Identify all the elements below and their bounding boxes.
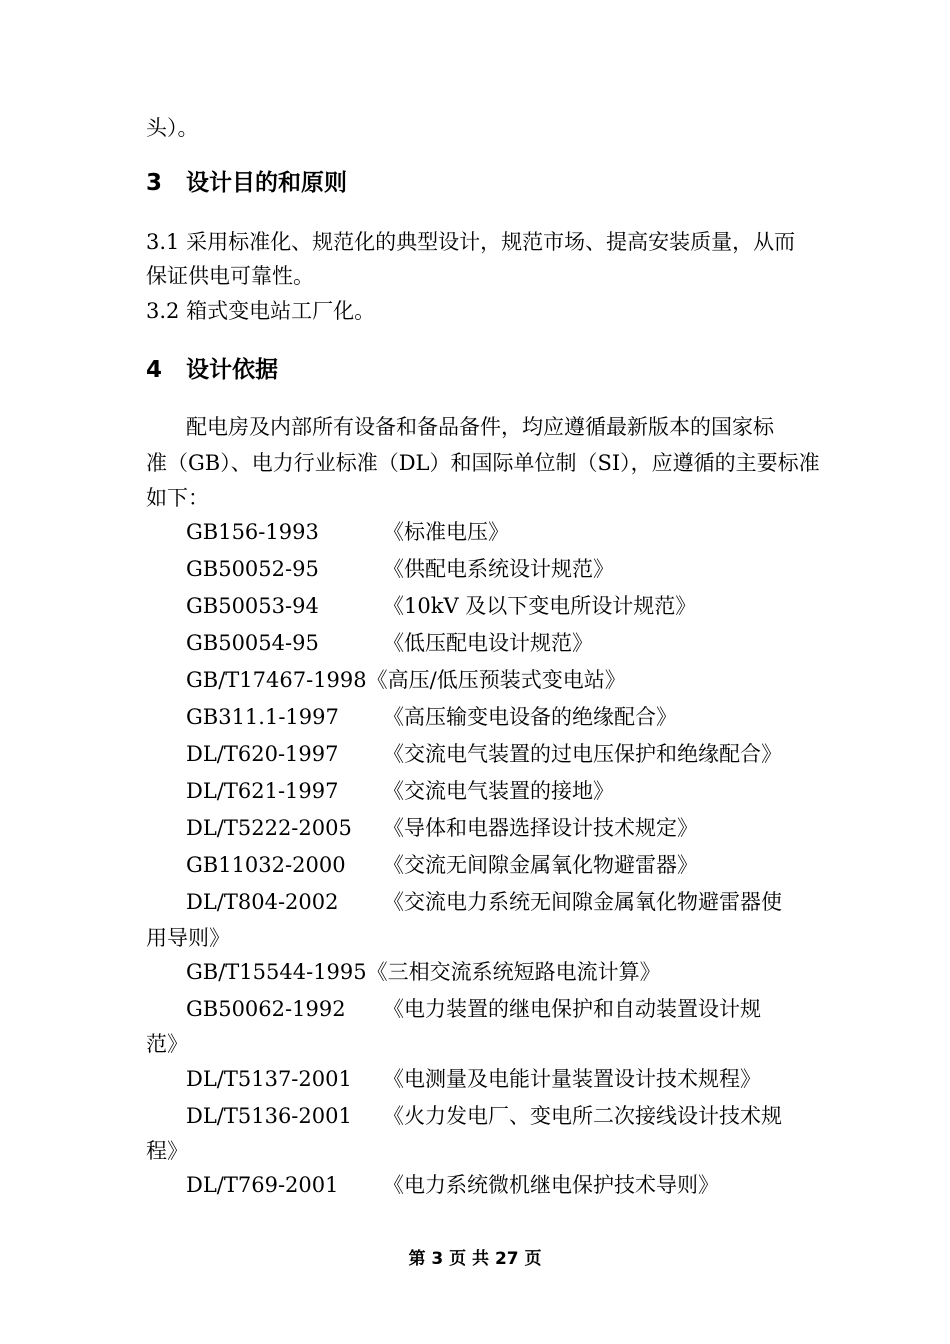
standard-code: GB/T15544-1995 xyxy=(186,960,367,984)
standard-row xyxy=(186,958,661,986)
standard-code: GB50054-95 xyxy=(186,631,319,655)
standard-title-continuation: 程》 xyxy=(146,1139,188,1163)
standard-code: GB/T17467-1998 xyxy=(186,668,367,692)
standard-title: 《导体和电器选择设计技术规定》 xyxy=(383,816,698,840)
section-4-number: 4 xyxy=(146,357,163,383)
section-3-number: 3 xyxy=(146,170,163,196)
section-4-heading xyxy=(146,355,278,385)
standard-title: 《低压配电设计规范》 xyxy=(383,631,593,655)
standard-row xyxy=(186,555,614,583)
standard-title: 《标准电压》 xyxy=(383,520,509,544)
standard-code: GB50052-95 xyxy=(186,557,319,581)
standard-row xyxy=(186,777,614,805)
standard-title: 《电测量及电能计量装置设计技术规程》 xyxy=(383,1067,761,1091)
standard-title: 《高压/低压预装式变电站》 xyxy=(366,668,626,692)
item-3-1-line-1: 3.1 采用标准化、规范化的典型设计，规范市场、提高安装质量，从而 xyxy=(146,230,796,254)
standard-row xyxy=(186,703,677,731)
standard-row xyxy=(186,518,509,546)
standard-row xyxy=(186,592,697,620)
top-continuation-text: 头）。 xyxy=(146,116,199,140)
standard-code: GB50053-94 xyxy=(186,594,319,618)
standard-title: 《电力系统微机继电保护技术导则》 xyxy=(383,1173,719,1197)
standard-code: DL/T769-2001 xyxy=(186,1173,339,1197)
item-3-2: 3.2 箱式变电站工厂化。 xyxy=(146,299,376,323)
standard-code: GB311.1-1997 xyxy=(186,705,339,729)
standard-code: DL/T5136-2001 xyxy=(186,1104,352,1128)
standard-title: 《交流无间隙金属氧化物避雷器》 xyxy=(383,853,698,877)
standard-code: GB50062-1992 xyxy=(186,997,346,1021)
standard-row xyxy=(186,1102,782,1130)
section-3-heading xyxy=(146,168,347,198)
standard-code: GB11032-2000 xyxy=(186,853,346,877)
item-3-1-line-2: 保证供电可靠性。 xyxy=(146,264,314,288)
section-4-intro-line-3: 如下： xyxy=(146,486,209,510)
standard-code: DL/T620-1997 xyxy=(186,742,339,766)
standard-row xyxy=(186,666,626,694)
section-3-title: 设计目的和原则 xyxy=(186,170,347,196)
standard-title-continuation: 范》 xyxy=(146,1032,188,1056)
standard-row xyxy=(186,888,782,916)
section-4-title: 设计依据 xyxy=(186,357,278,383)
standard-row xyxy=(186,1065,761,1093)
standard-code: DL/T5137-2001 xyxy=(186,1067,352,1091)
section-4-intro-line-1: 配电房及内部所有设备和备品备件，均应遵循最新版本的国家标 xyxy=(186,415,774,439)
standard-code: DL/T5222-2005 xyxy=(186,816,352,840)
standard-row xyxy=(186,851,698,879)
standard-title-continuation: 用导则》 xyxy=(146,926,230,950)
standard-title: 《交流电气装置的接地》 xyxy=(383,779,614,803)
standard-code: GB156-1993 xyxy=(186,520,319,544)
standard-title: 《交流电力系统无间隙金属氧化物避雷器使 xyxy=(383,890,782,914)
standard-title: 《电力装置的继电保护和自动装置设计规 xyxy=(383,997,761,1021)
standard-code: DL/T621-1997 xyxy=(186,779,339,803)
standard-title: 《高压输变电设备的绝缘配合》 xyxy=(383,705,677,729)
standard-code: DL/T804-2002 xyxy=(186,890,339,914)
standard-row xyxy=(186,814,698,842)
standard-title: 《火力发电厂、变电所二次接线设计技术规 xyxy=(383,1104,782,1128)
standard-title: 《三相交流系统短路电流计算》 xyxy=(366,960,661,984)
standard-title: 《交流电气装置的过电压保护和绝缘配合》 xyxy=(383,742,782,766)
standard-title: 《10kV 及以下变电所设计规范》 xyxy=(383,594,697,618)
section-4-intro-line-2: 准（GB）、电力行业标准（DL）和国际单位制（SI），应遵循的主要标准 xyxy=(146,451,820,475)
standard-row xyxy=(186,1171,719,1199)
standard-row xyxy=(186,995,761,1023)
standard-title: 《供配电系统设计规范》 xyxy=(383,557,614,581)
standard-row xyxy=(186,740,782,768)
standard-row xyxy=(186,629,593,657)
page-footer: 第 3 页 共 27 页 xyxy=(408,1249,542,1269)
